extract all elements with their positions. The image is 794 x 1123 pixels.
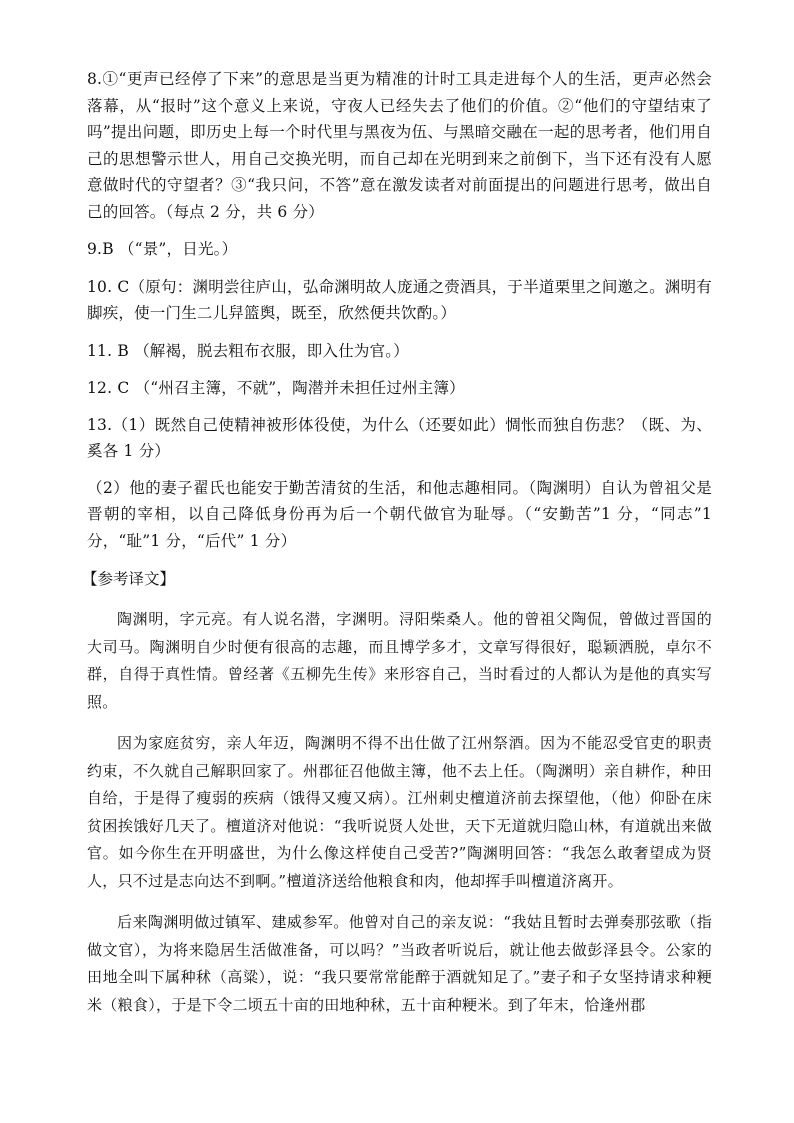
answer-8: 8.①“更声已经停了下来”的意思是当更为精准的计时工具走进每个人的生活，更声必然会落幕，从“报时”这个意义上来说，守夜人已经失去了他们的价值。②“他们的守望结束了吗”提出问题，即历史上每一个时代里与黑夜为伍、与黑暗交融在一起的思考者，他们用自己的思想警示世人，用自己交换光明，而自己却在光明到来之前倒下，当下还有没有人愿意做时代的守望者？③“我只问，不答”意在激发读者对前面提出的问题进行思考，做出自己的回答。（每点 2 分，共 6 分） (87, 70, 712, 221)
translation-paragraph: 因为家庭贫穷，亲人年迈，陶渊明不得不出仕做了江州祭酒。因为不能忍受官吏的职责约束，不久就自己解职回家了。州郡征召他做主簿，他不去上任。（陶渊明）亲自耕作，种田自给，于是得了瘦弱的疾病（饿得又瘦又病）。江州刺史檀道济前去探望他，（他）仰卧在床贫困挨饿好几天了。檀道济对他说：“我听说贤人处世，天下无道就归隐山林，有道就出来做官。如今你生在开明盛世，为什么像这样使自己受苦?”陶渊明回答：“我怎么敢奢望成为贤人，只不过是志向达不到啊。”檀道济送给他粮食和肉，他却挥手叫檀道济离开。 (87, 734, 712, 890)
translation-paragraph: 陶渊明，字元亮。有人说名潜，字渊明。浔阳柴桑人。他的曾祖父陶侃，曾做过晋国的大司马。陶渊明自少时便有很高的志趣，而且博学多才，文章写得很好，聪颖洒脱，卓尔不群，自得于真性情。曾经著《五柳先生传》来形容自己，当时看过的人都认为是他的真实写照。 (87, 610, 712, 711)
answer-13-part-2: （2）他的妻子翟氏也能安于勤苦清贫的生活，和他志趣相同。（陶渊明）自认为曾祖父是晋朝的宰相，以自己降低身份再为后一个朝代做官为耻辱。（“安勤苦”1 分，“同志”1 分，“耻”1 分，“后代” 1 分） (87, 478, 712, 550)
answer-10: 10. C（原句：渊明尝往庐山，弘命渊明故人庞通之赍酒具，于半道栗里之间邀之。渊明有脚疾，使一门生二儿舁篮舆，既至，欣然便共饮酌。） (87, 277, 712, 322)
answer-9: 9.B （“景”，日光。） (87, 240, 238, 258)
translation-heading: 【参考译文】 (82, 570, 176, 588)
answer-11: 11. B （解褐，脱去粗布衣服，即入仕为官。） (87, 341, 409, 360)
answer-12: 12. C （“州召主簿，不就”，陶潜并未担任过州主簿） (87, 379, 465, 397)
answer-13-part-1: 13.（1）既然自己使精神被形体役使，为什么（还要如此）惆怅而独自伤悲？（既、为、奚各 1 分） (87, 415, 712, 460)
translation-paragraph: 后来陶渊明做过镇军、建威参军。他曾对自己的亲友说：“我姑且暂时去弹奏那弦歌（指做文官），为将来隐居生活做准备，可以吗？”当政者听说后，就让他去做彭泽县令。公家的田地全叫下属种秫（高粱），说：“我只要常常能醉于酒就知足了。”妻子和子女坚持请求种粳米（粮食），于是下令二顷五十亩的田地种秫，五十亩种粳米。到了年末，恰逢州郡 (87, 913, 712, 1014)
